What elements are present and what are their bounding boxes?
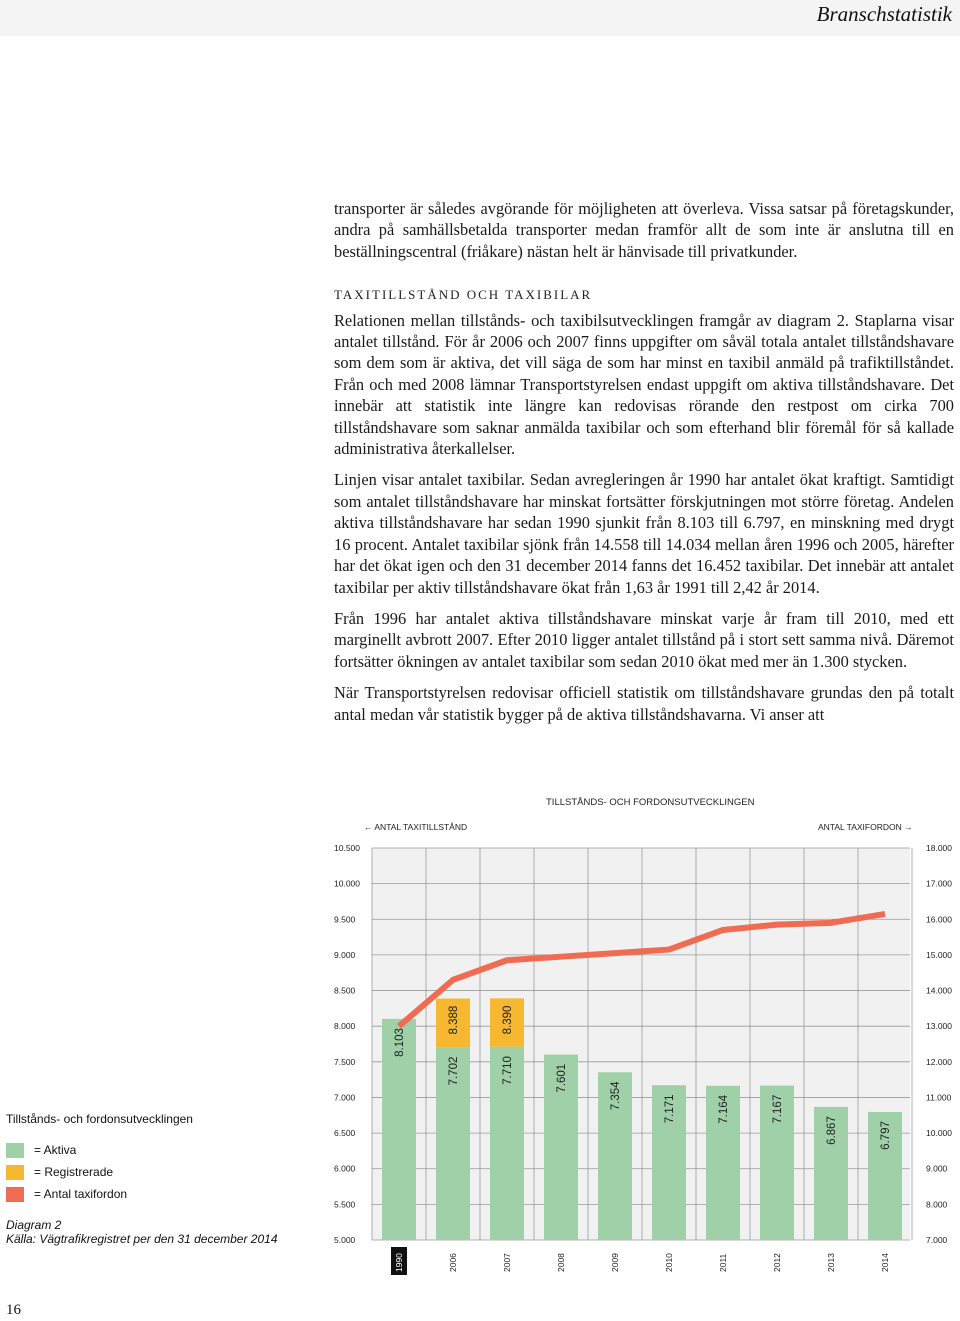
right-tick-label: 10.000	[926, 1128, 952, 1139]
right-axis-label: ANTAL TAXIFORDON →	[818, 822, 913, 832]
left-tick-label: 6.000	[334, 1163, 356, 1174]
left-axis-label: ← ANTAL TAXITILLSTÅND	[364, 822, 468, 832]
chart-legend	[6, 1112, 306, 1246]
legend-swatch-registrerade	[6, 1165, 24, 1180]
legend-item-taxifordon	[6, 1184, 306, 1204]
category-label: 2010	[664, 1253, 674, 1272]
right-tick-label: 12.000	[926, 1056, 952, 1067]
left-tick-label: 8.500	[334, 985, 356, 996]
bar-label-aktiva: 7.710	[502, 1056, 514, 1085]
legend-item-registrerade	[6, 1162, 306, 1182]
category-label: 2007	[502, 1253, 512, 1272]
legend-title: Tillstånds- och fordonsutvecklingen	[6, 1112, 193, 1126]
legend-item-aktiva	[6, 1140, 306, 1160]
paragraph-3: Från 1996 har antalet aktiva tillståndshavare minskat varje år fram till 2010, med ett marginellt avbrott 2007. Efter 2010 ligger antalet tillstånd på i stort sett samma nivå. Däremot fortsätter ökningen av antalet taxibilar som sedan 2010 ökat med mer än 1.300 stycken.	[334, 608, 954, 671]
bar-label-aktiva: 7.171	[664, 1094, 676, 1124]
right-tick-label: 9.000	[926, 1163, 948, 1174]
category-label: 1990	[394, 1253, 404, 1272]
bar-label-aktiva: 7.702	[448, 1056, 460, 1086]
left-tick-label: 9.000	[334, 949, 356, 960]
left-tick-label: 10.500	[334, 843, 360, 853]
left-tick-label: 7.000	[334, 1092, 356, 1103]
bar-label-aktiva: 7.164	[718, 1094, 730, 1124]
right-tick-label: 18.000	[926, 843, 952, 853]
bar-label-aktiva: 7.167	[772, 1094, 784, 1124]
bar-label-registrerade: 8.388	[448, 1005, 460, 1035]
section-heading: TAXITILLSTÅND OCH TAXIBILAR	[334, 287, 593, 303]
bar-label-aktiva: 7.601	[556, 1063, 568, 1093]
left-tick-label: 8.000	[334, 1021, 356, 1032]
legend-label-aktiva: = Aktiva	[34, 1143, 77, 1157]
category-label: 2006	[448, 1253, 458, 1272]
category-label: 2014	[880, 1253, 890, 1272]
bar-label-aktiva: 7.354	[610, 1081, 622, 1111]
category-label: 2012	[772, 1253, 782, 1272]
left-tick-label: 10.000	[334, 878, 360, 889]
right-tick-label: 14.000	[926, 985, 952, 996]
legend-label-taxifordon: = Antal taxifordon	[34, 1187, 128, 1201]
right-tick-label: 17.000	[926, 878, 952, 889]
paragraph-4: När Transportstyrelsen redovisar officiell statistik om tillståndshavare grundas den på totalt antal medan vår statistik bygger på de aktiva tillståndshavarna. Vi anser att	[334, 683, 954, 724]
paragraph-1: Relationen mellan tillstånds- och taxibilsutvecklingen framgår av diagram 2. Staplarna visar antalet tillstånd. För år 2006 och 2007 finns uppgifter om såväl totala antalet tillståndshavare som dem som är aktiva, det vill säga de som har minst en taxibil anmäld på trafiktillståndet. Från och med 2008 lämnar Transportstyrelsen endast uppgift om aktiva tillståndshavare. Det innebär att statistik inte längre kan redovisas rörande den restpost om cirka 700 tillståndshavare som saknar anmälda taxibilar och som efterhand blir föremål för så kallade administrativa återkallelser.	[334, 310, 954, 459]
right-tick-label: 15.000	[926, 949, 952, 960]
right-tick-label: 7.000	[926, 1235, 948, 1245]
category-label: 2011	[718, 1253, 728, 1272]
left-tick-label: 5.500	[334, 1199, 356, 1210]
bar-label-aktiva: 6.797	[880, 1121, 892, 1150]
category-label: 2009	[610, 1253, 620, 1272]
right-tick-label: 16.000	[926, 914, 952, 925]
left-tick-label: 5.000	[334, 1235, 356, 1245]
right-tick-label: 13.000	[926, 1021, 952, 1032]
left-tick-label: 7.500	[334, 1056, 356, 1067]
paragraph-intro: transporter är således avgörande för möjligheten att överleva. Vissa satsar på företagskunder, andra på samhällsbetalda transporter medan framför allt de som inte är anslutna till en beställningscentral (friåkare) nästan helt är hänvisade till privatkunder.	[334, 199, 954, 261]
right-tick-label: 8.000	[926, 1199, 948, 1210]
bar-label-aktiva: 6.867	[826, 1116, 838, 1145]
left-tick-label: 9.500	[334, 914, 356, 925]
bar-label-registrerade: 8.390	[502, 1005, 514, 1035]
right-tick-label: 11.000	[926, 1092, 952, 1103]
legend-swatch-taxifordon	[6, 1187, 24, 1202]
paragraph-2: Linjen visar antalet taxibilar. Sedan avregleringen år 1990 har antalet ökat kraftigt. Samtidigt som antalet tillståndshavare har minskat fortsätter förskjutningen mot större företag. Andelen aktiva tillståndshavare har sedan 1990 sjunkit från 8.103 till 6.797, en minskning med drygt 16 procent. Antalet taxibilar sjönk från 14.558 till 14.034 mellan åren 1996 och 2005, härefter har det ökat igen och den 31 december 2014 fanns det 16.452 taxibilar. Det innebär att antalet taxibilar per aktiv tillståndshavare ökat från 1,63 år 1991 till 2,42 år 2014.	[334, 470, 954, 597]
legend-label-registrerade: = Registrerade	[34, 1165, 114, 1179]
category-label: 2013	[826, 1253, 836, 1272]
legend-swatch-aktiva	[6, 1143, 24, 1158]
bar-label-aktiva: 8.103	[394, 1028, 406, 1057]
left-tick-label: 6.500	[334, 1128, 356, 1139]
page-number: 16	[6, 1302, 21, 1318]
diagram-label: Diagram 2	[6, 1218, 62, 1232]
header-title: Branschstatistik	[816, 2, 952, 26]
legend-source	[6, 1218, 306, 1246]
source-label: Källa: Vägtrafikregistret per den 31 december 2014	[6, 1232, 278, 1246]
category-label: 2008	[556, 1253, 566, 1272]
chart-title: TILLSTÅNDS- OCH FORDONSUTVECKLINGEN	[546, 797, 755, 808]
